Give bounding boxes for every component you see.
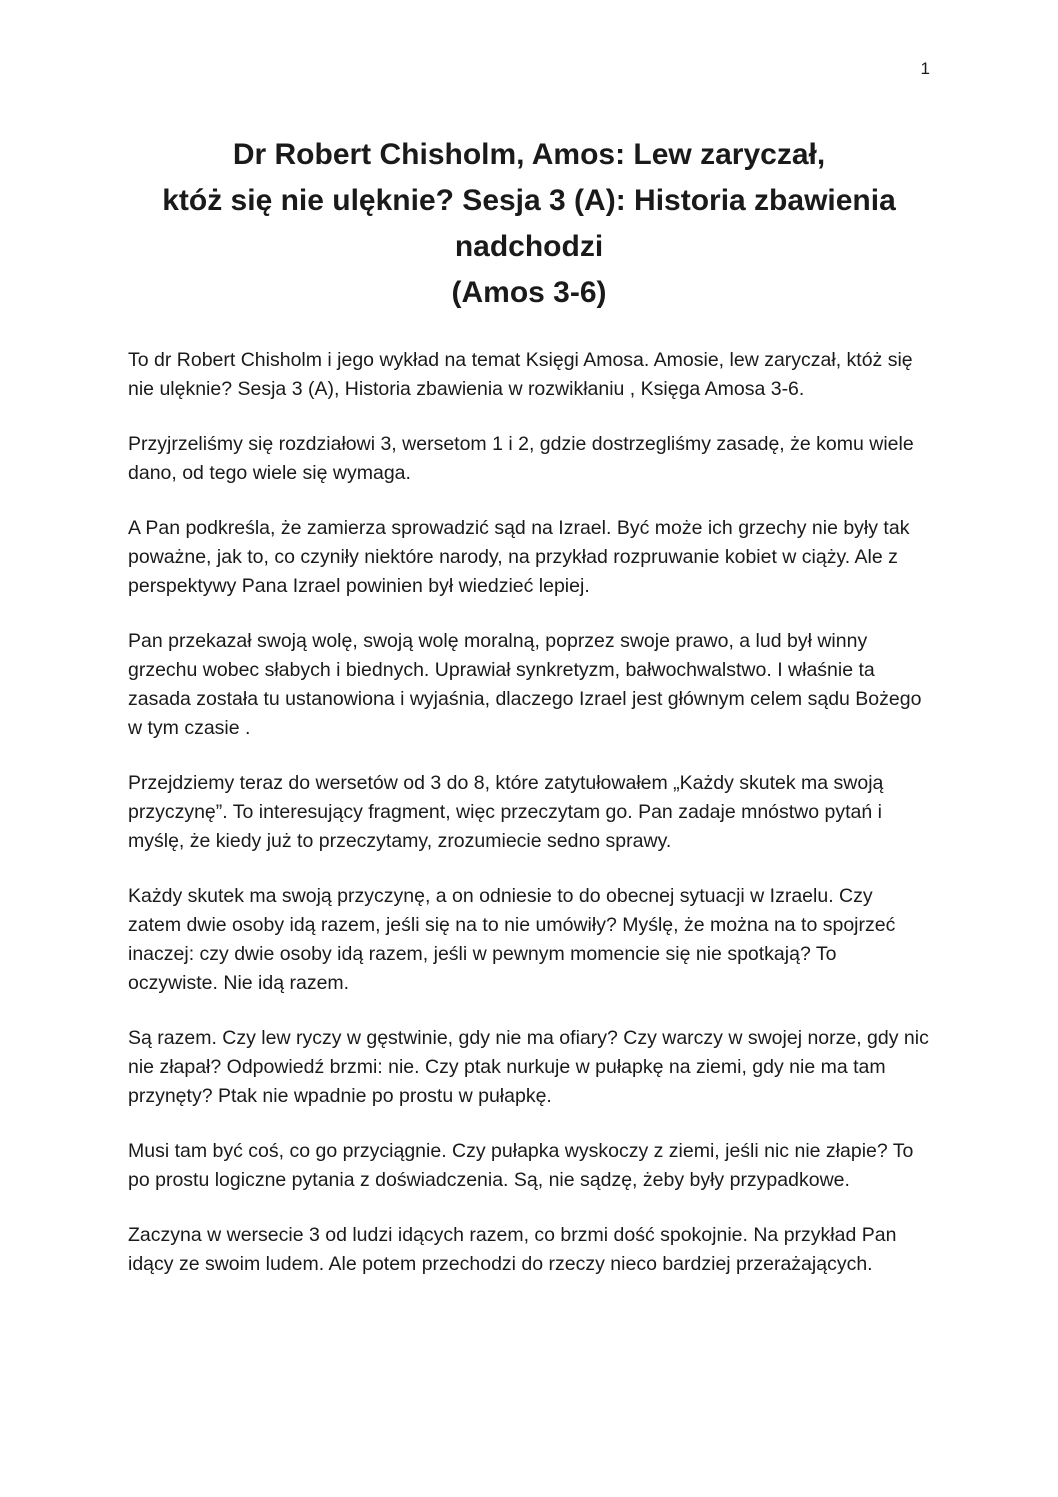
- title-line-1: Dr Robert Chisholm, Amos: Lew zaryczał,: [232, 138, 826, 171]
- paragraph-8: Musi tam być coś, co go przyciągnie. Czy pułapka wyskoczy z ziemi, jeśli nic nie złapie? To po prostu logiczne pytania z doświadczenia. Są, nie sądzę, żeby były przypadkowe.: [128, 1140, 914, 1191]
- paragraph-7: Są razem. Czy lew ryczy w gęstwinie, gdy nie ma ofiary? Czy warczy w swojej norze, gdy nic nie złapał? Odpowiedź brzmi: nie. Czy ptak nurkuje w pułapkę na ziemi, gdy nie ma tam przynęty? Ptak nie wpadnie po prostu w pułapkę.: [128, 1027, 929, 1107]
- paragraph-9: Zaczyna w wersecie 3 od ludzi idących razem, co brzmi dość spokojnie. Na przykład Pan idący ze swoim ludem. Ale potem przechodzi do rzeczy nieco bardziej przerażających.: [128, 1224, 897, 1275]
- title-line-4: (Amos 3-6): [451, 276, 607, 309]
- paragraph-5: Przejdziemy teraz do wersetów od 3 do 8, które zatytułowałem „Każdy skutek ma swoją przyczynę”. To interesujący fragment, więc przeczytam go. Pan zadaje mnóstwo pytań i myślę, że kiedy już to przeczytamy, zrozumiecie sedno sprawy.: [128, 772, 884, 852]
- document-body: [128, 346, 930, 1279]
- paragraph-1: To dr Robert Chisholm i jego wykład na temat Księgi Amosa. Amosie, lew zaryczał, któż się nie ulęknie? Sesja 3 (A), Historia zbawienia w rozwikłaniu , Księga Amosa 3-6.: [128, 349, 913, 400]
- title-line-3: nadchodzi: [454, 230, 604, 263]
- page-number: 1: [920, 59, 930, 78]
- paragraph-2: Przyjrzeliśmy się rozdziałowi 3, wersetom 1 i 2, gdzie dostrzegliśmy zasadę, że komu wiele dano, od tego wiele się wymaga.: [128, 433, 914, 484]
- paragraph-3: A Pan podkreśla, że zamierza sprowadzić sąd na Izrael. Być może ich grzechy nie były tak poważne, jak to, co czyniły niektóre narody, na przykład rozpruwanie kobiet w ciąży. Ale z perspektywy Pana Izrael powinien był wiedzieć lepiej.: [128, 517, 910, 597]
- title-line-2: któż się nie ulęknie? Sesja 3 (A): Historia zbawienia: [162, 184, 896, 217]
- document-title: [128, 132, 930, 316]
- paragraph-6: Każdy skutek ma swoją przyczynę, a on odniesie to do obecnej sytuacji w Izraelu. Czy zatem dwie osoby idą razem, jeśli się na to nie umówiły? Myślę, że można na to spojrzeć inaczej: czy dwie osoby idą razem, jeśli w pewnym momencie się nie spotkają? To oczywiste. Nie idą razem.: [128, 885, 896, 994]
- paragraph-4: Pan przekazał swoją wolę, swoją wolę moralną, poprzez swoje prawo, a lud był winny grzechu wobec słabych i biednych. Uprawiał synkretyzm, bałwochwalstwo. I właśnie ta zasada została tu ustanowiona i wyjaśnia, dlaczego Izrael jest głównym celem sądu Bożego w tym czasie .: [128, 630, 922, 739]
